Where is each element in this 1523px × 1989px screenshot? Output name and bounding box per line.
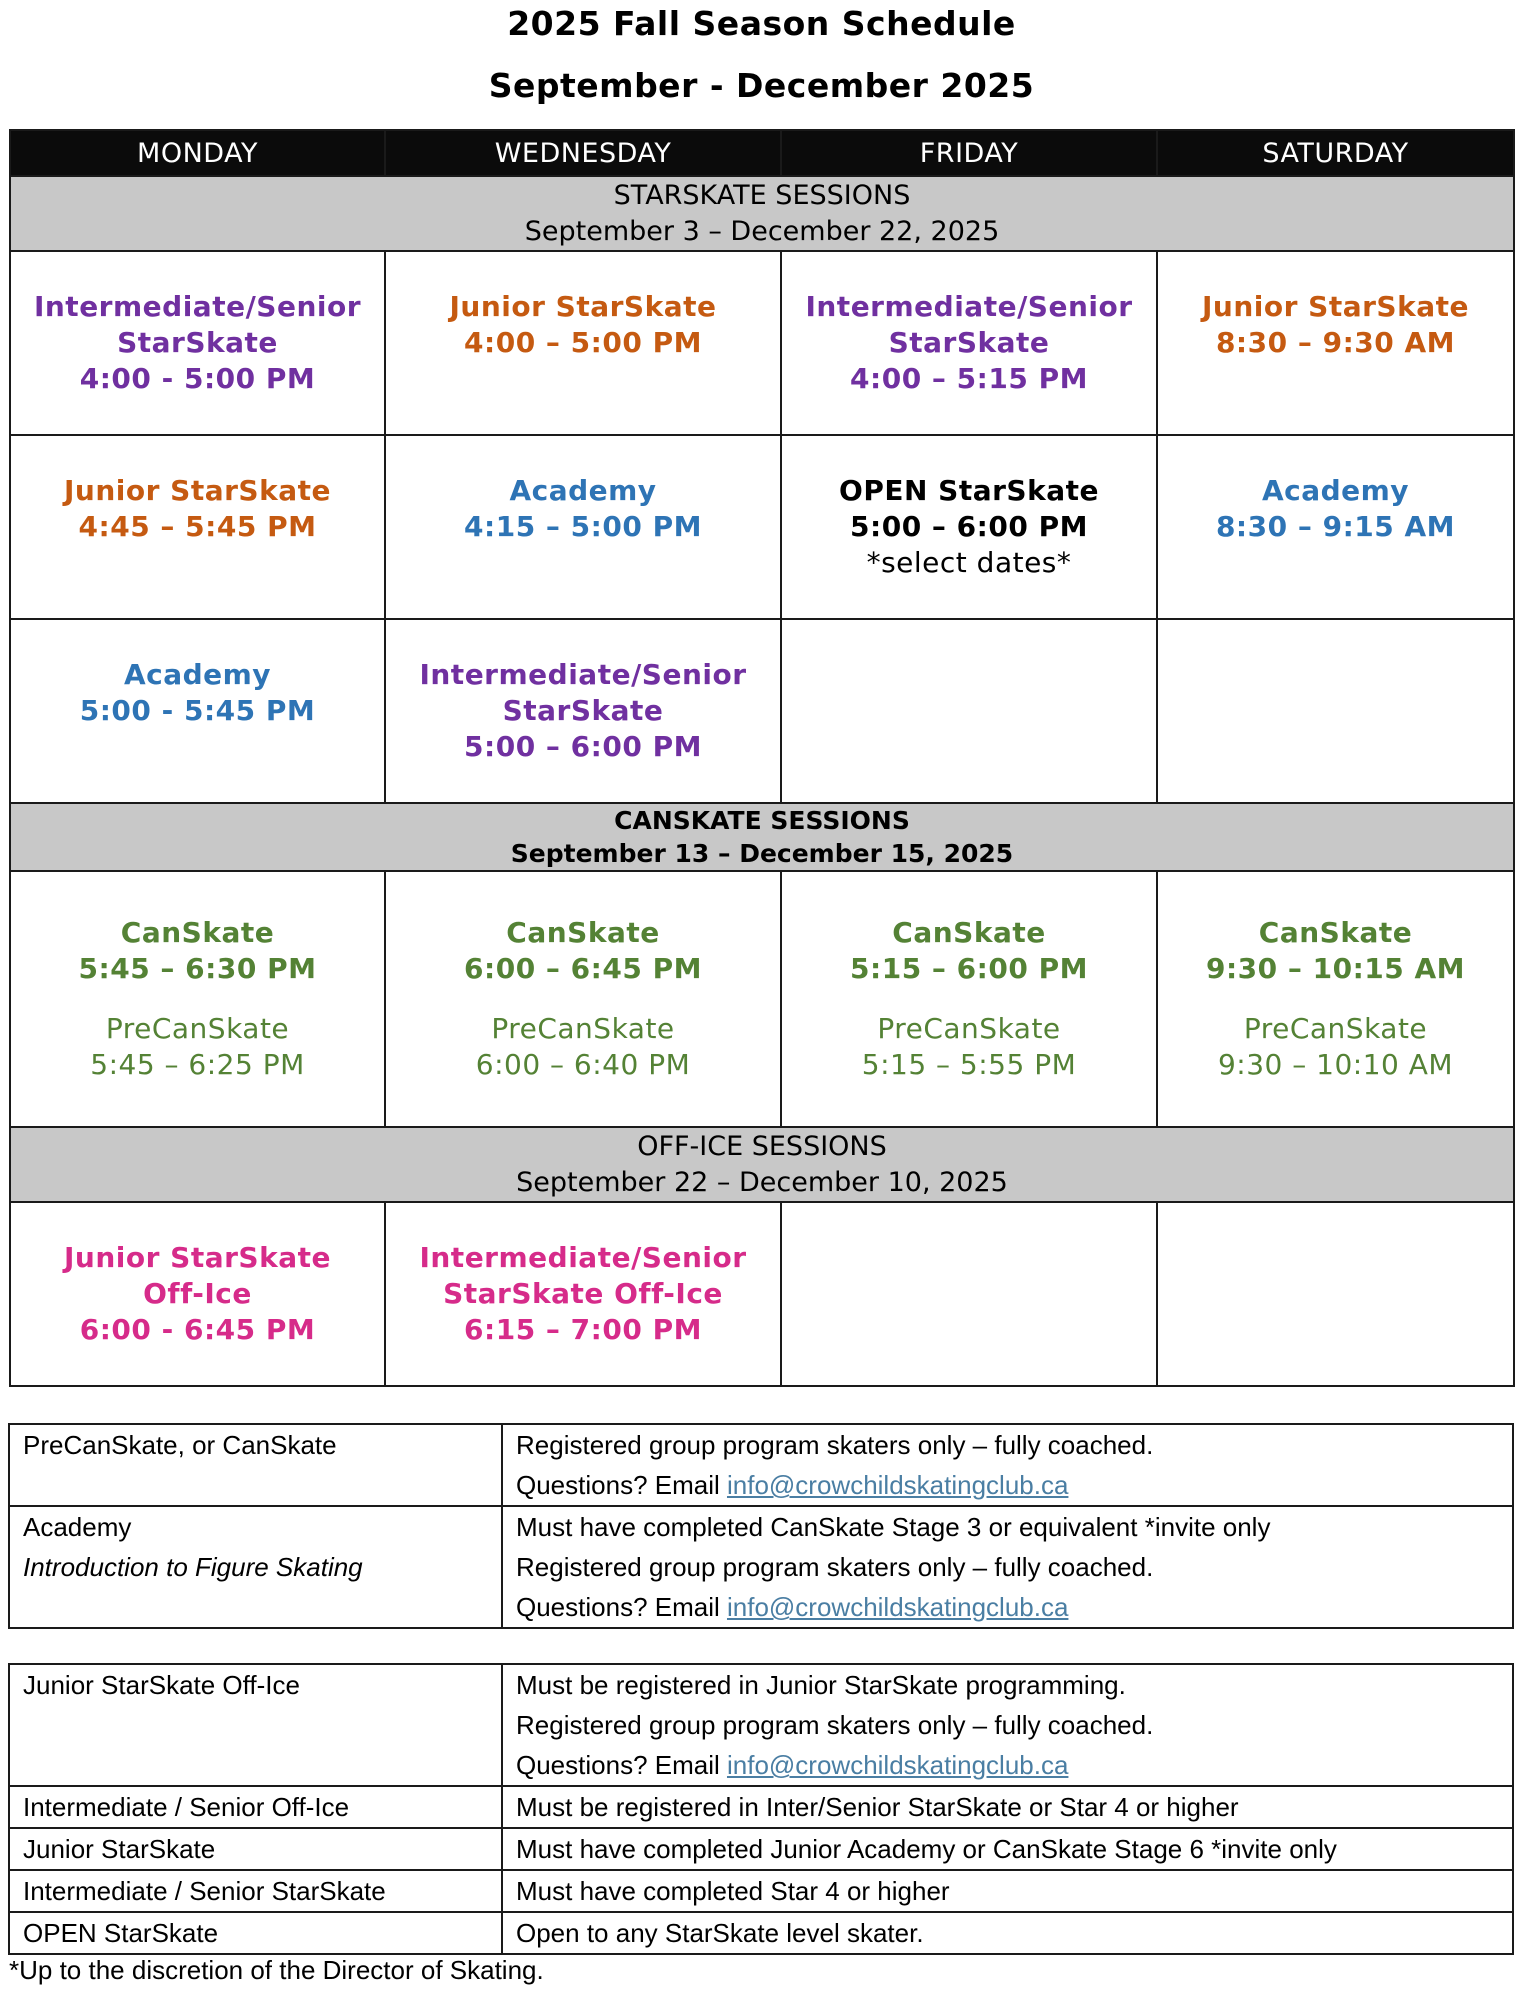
program-label: Junior StarSkate Off-Ice — [9, 1664, 502, 1786]
session-time: 5:15 – 6:00 PM — [850, 952, 1088, 985]
session-name: Junior StarSkate — [64, 1241, 331, 1274]
session-cell — [10, 251, 385, 435]
pre-session-name: PreCanSkate — [105, 1012, 290, 1045]
description-line — [516, 1465, 1512, 1505]
session-name: Intermediate/Senior — [805, 290, 1133, 323]
section-heading: CANSKATE SESSIONS — [614, 806, 910, 835]
description-line: Registered group program skaters only – fully coached. — [516, 1430, 1154, 1460]
email-link[interactable]: info@crowchildskatingclub.ca — [726, 1750, 1069, 1780]
empty-cell — [781, 619, 1157, 803]
session-time: 5:00 – 6:00 PM — [850, 510, 1088, 543]
info-row — [9, 1870, 1513, 1912]
session-name: StarSkate — [888, 326, 1050, 359]
program-label: Intermediate / Senior StarSkate — [9, 1870, 502, 1912]
program-label-text: Academy — [23, 1512, 132, 1542]
program-sublabel: Introduction to Figure Skating — [23, 1552, 363, 1582]
description-line: Must have completed CanSkate Stage 3 or equivalent *invite only — [516, 1512, 1271, 1542]
day-header-monday: MONDAY — [10, 130, 385, 176]
session-name: CanSkate — [506, 916, 660, 949]
description-line — [516, 1587, 1512, 1627]
info-row — [9, 1912, 1513, 1954]
section-dates: September 13 – December 15, 2025 — [510, 839, 1014, 868]
canskate-section-header — [10, 803, 1514, 871]
session-time: 5:00 – 6:00 PM — [464, 730, 702, 763]
session-cell — [10, 619, 385, 803]
session-cell — [781, 251, 1157, 435]
session-time: 9:30 – 10:15 AM — [1205, 952, 1466, 985]
program-description: Must have completed Junior Academy or CanSkate Stage 6 *invite only — [502, 1828, 1513, 1870]
info-row — [9, 1664, 1513, 1786]
starskate-row — [10, 435, 1514, 619]
info-row — [9, 1828, 1513, 1870]
questions-text: Questions? Email — [516, 1592, 727, 1622]
section-heading: STARSKATE SESSIONS — [613, 179, 911, 211]
session-cell — [1157, 871, 1514, 1127]
session-name: CanSkate — [1258, 916, 1413, 949]
session-time: 4:45 – 5:45 PM — [78, 510, 317, 543]
session-time: 4:00 – 5:15 PM — [850, 362, 1088, 395]
email-link[interactable]: info@crowchildskatingclub.ca — [726, 1470, 1069, 1500]
session-name: StarSkate Off-Ice — [443, 1277, 723, 1310]
session-name: Academy — [509, 474, 657, 507]
pre-session-time: 6:00 – 6:40 PM — [475, 1048, 691, 1081]
session-time: 4:15 – 5:00 PM — [464, 510, 702, 543]
pre-session-time: 9:30 – 10:10 AM — [1217, 1048, 1454, 1081]
pre-session-name: PreCanSkate — [1243, 1012, 1428, 1045]
canskate-row — [10, 871, 1514, 1127]
session-note: *select dates* — [866, 546, 1072, 579]
pre-session-name: PreCanSkate — [877, 1012, 1061, 1045]
session-name: Junior StarSkate — [1202, 290, 1469, 323]
info-row — [9, 1506, 1513, 1628]
session-name: OPEN StarSkate — [839, 474, 1099, 507]
day-header-saturday: SATURDAY — [1157, 130, 1514, 176]
session-name: StarSkate — [502, 694, 664, 727]
session-name: Junior StarSkate — [64, 474, 331, 507]
session-time: 5:00 - 5:45 PM — [79, 694, 316, 727]
footnote: *Up to the discretion of the Director of Skating. — [9, 1955, 544, 1985]
session-cell — [385, 251, 781, 435]
session-cell — [781, 871, 1157, 1127]
session-name: Intermediate/Senior — [419, 1241, 747, 1274]
session-cell — [385, 619, 781, 803]
day-header-friday: FRIDAY — [781, 130, 1157, 176]
program-label: Intermediate / Senior Off-Ice — [9, 1786, 502, 1828]
session-time: 5:45 – 6:30 PM — [78, 952, 317, 985]
session-cell — [1157, 251, 1514, 435]
session-name: Off-Ice — [143, 1277, 252, 1310]
questions-text: Questions? Email — [516, 1750, 727, 1780]
session-cell — [781, 435, 1157, 619]
session-cell — [385, 435, 781, 619]
questions-text: Questions? Email — [516, 1470, 727, 1500]
empty-cell — [1157, 1202, 1514, 1386]
session-time: 6:00 – 6:45 PM — [464, 952, 702, 985]
starskate-section-header — [10, 176, 1514, 251]
session-time: 8:30 – 9:15 AM — [1215, 510, 1456, 543]
page-subtitle: September - December 2025 — [488, 66, 1035, 105]
session-cell — [10, 435, 385, 619]
description-line — [516, 1745, 1512, 1785]
description-line: Must be registered in Junior StarSkate programming. — [516, 1670, 1126, 1700]
empty-cell — [1157, 619, 1514, 803]
session-cell — [385, 871, 781, 1127]
section-dates: September 3 – December 22, 2025 — [524, 215, 1000, 247]
session-time: 6:15 – 7:00 PM — [464, 1313, 702, 1346]
program-label: PreCanSkate, or CanSkate — [9, 1424, 502, 1506]
session-name: Academy — [123, 658, 272, 691]
session-time: 8:30 – 9:30 AM — [1215, 326, 1456, 359]
program-description — [502, 1664, 1513, 1786]
day-header-wednesday: WEDNESDAY — [385, 130, 781, 176]
email-link[interactable]: info@crowchildskatingclub.ca — [726, 1592, 1069, 1622]
program-description — [502, 1506, 1513, 1628]
day-header-row — [10, 130, 1514, 176]
starskate-row — [10, 619, 1514, 803]
session-cell — [10, 871, 385, 1127]
pre-session-time: 5:15 – 5:55 PM — [861, 1048, 1077, 1081]
program-description — [502, 1424, 1513, 1506]
session-name: Intermediate/Senior — [33, 290, 362, 323]
session-cell — [10, 1202, 385, 1386]
session-name: Intermediate/Senior — [419, 658, 747, 691]
pre-session-time: 5:45 – 6:25 PM — [90, 1048, 305, 1081]
info-row — [9, 1786, 1513, 1828]
section-heading: OFF-ICE SESSIONS — [637, 1130, 887, 1162]
office-row — [10, 1202, 1514, 1386]
program-description: Must be registered in Inter/Senior StarSkate or Star 4 or higher — [502, 1786, 1513, 1828]
session-cell — [1157, 435, 1514, 619]
section-dates: September 22 – December 10, 2025 — [516, 1166, 1008, 1198]
description-line: Registered group program skaters only – fully coached. — [516, 1552, 1154, 1582]
program-label: OPEN StarSkate — [9, 1912, 502, 1954]
program-description: Open to any StarSkate level skater. — [502, 1912, 1513, 1954]
program-label — [9, 1506, 502, 1628]
session-name: Academy — [1261, 474, 1410, 507]
empty-cell — [781, 1202, 1157, 1386]
office-section-header — [10, 1127, 1514, 1202]
program-label: Junior StarSkate — [9, 1828, 502, 1870]
info-row — [9, 1424, 1513, 1506]
session-name: CanSkate — [120, 916, 275, 949]
description-line: Registered group program skaters only – fully coached. — [516, 1710, 1154, 1740]
session-time: 4:00 - 5:00 PM — [79, 362, 316, 395]
session-time: 4:00 – 5:00 PM — [464, 326, 702, 359]
starskate-row — [10, 251, 1514, 435]
starskate-info-table — [8, 1663, 1514, 1955]
session-cell — [385, 1202, 781, 1386]
session-name: CanSkate — [892, 916, 1046, 949]
pre-session-name: PreCanSkate — [491, 1012, 675, 1045]
program-description: Must have completed Star 4 or higher — [502, 1870, 1513, 1912]
session-time: 6:00 - 6:45 PM — [79, 1313, 316, 1346]
page-title: 2025 Fall Season Schedule — [507, 4, 1016, 43]
program-info-table — [8, 1423, 1514, 1629]
session-name: StarSkate — [117, 326, 278, 359]
session-name: Junior StarSkate — [449, 290, 717, 323]
schedule-table — [9, 129, 1515, 1387]
